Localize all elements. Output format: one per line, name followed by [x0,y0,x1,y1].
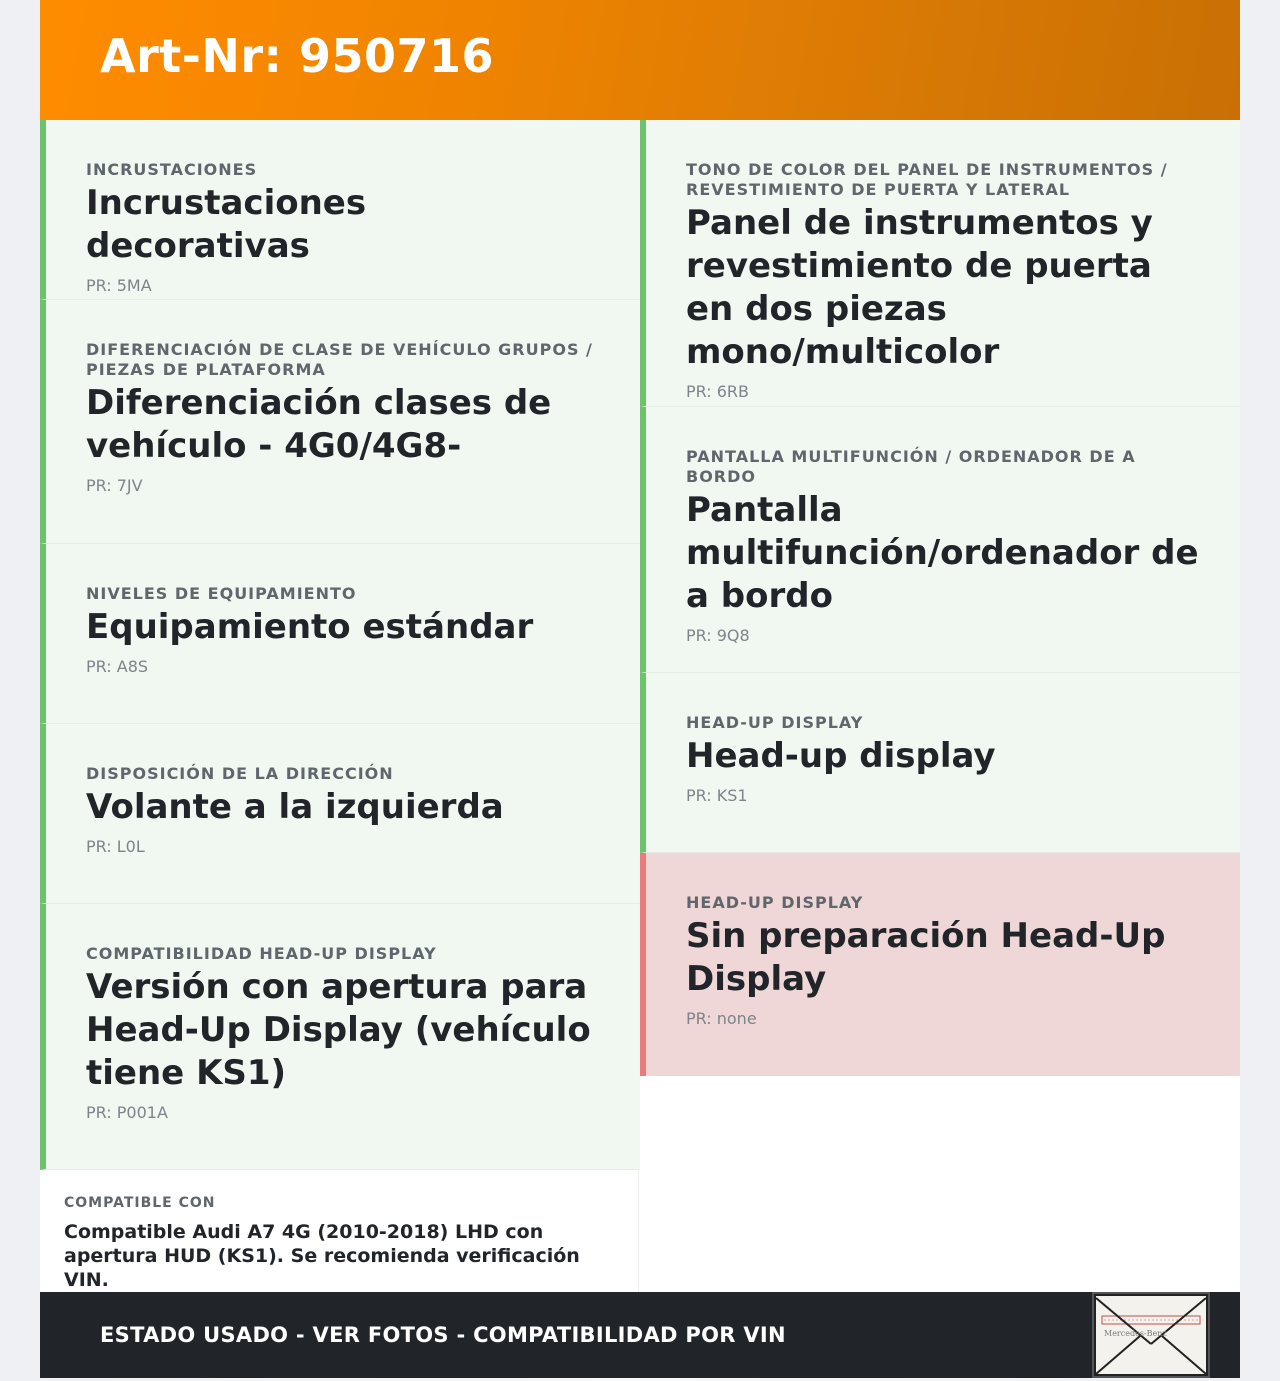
compatibility-label: COMPATIBLE CON [64,1195,216,1211]
feature-card-incompatible [640,853,1240,1076]
feature-category: INCRUSTACIONES [86,160,258,179]
article-number-title: Art-Nr: 950716 [100,29,495,83]
feature-title: Versión con apertura para Head-Up Display (vehículo tiene KS1) [86,967,591,1093]
feature-title: Sin preparación Head-Up Display [686,916,1166,999]
envelope-stamp-image [1092,1292,1210,1378]
feature-title: Head-up display [686,736,996,776]
feature-pr-code: PR: none [686,1009,757,1028]
feature-category: TONO DE COLOR DEL PANEL DE INSTRUMENTOS / REVESTIMIENTO DE PUERTA Y LATERAL [686,160,1168,199]
feature-card [640,407,1240,673]
compatibility-text: Compatible Audi A7 4G (2010-2018) LHD con apertura HUD (KS1). Se recomienda verificación VIN. [64,1221,580,1291]
feature-card [40,300,640,544]
product-sheet [40,0,1240,1378]
feature-title: Incrustaciones decorativas [86,183,367,266]
feature-category: COMPATIBILIDAD HEAD-UP DISPLAY [86,944,437,963]
feature-pr-code: PR: 6RB [686,382,750,401]
feature-category: DISPOSICIÓN DE LA DIRECCIÓN [86,764,394,783]
feature-pr-code: PR: 5MA [86,276,152,295]
svg-text:Mercedes-Benz: Mercedes-Benz [1104,1329,1167,1338]
feature-category: HEAD-UP DISPLAY [686,713,864,732]
feature-pr-code: PR: A8S [86,657,149,676]
left-column [40,120,640,1170]
feature-category: DIFERENCIACIÓN DE CLASE DE VEHÍCULO GRUPOS / PIEZAS DE PLATAFORMA [86,340,593,379]
feature-card [640,673,1240,853]
feature-category: PANTALLA MULTIFUNCIÓN / ORDENADOR DE A BORDO [686,447,1136,486]
feature-title: Equipamiento estándar [86,607,534,647]
feature-card [40,724,640,904]
feature-card [40,904,640,1170]
feature-title: Panel de instrumentos y revestimiento de puerta en dos piezas mono/multicolor [686,203,1153,372]
feature-pr-code: PR: KS1 [686,786,748,805]
envelope-icon [1094,1294,1208,1376]
feature-title: Pantalla multifunción/ordenador de a bordo [686,490,1199,616]
feature-card [40,544,640,724]
right-column [640,120,1240,1076]
header-bar [40,0,1240,120]
feature-pr-code: PR: L0L [86,837,145,856]
feature-card [640,120,1240,407]
footer-status-text: ESTADO USADO - VER FOTOS - COMPATIBILIDAD POR VIN [100,1323,786,1347]
feature-title: Diferenciación clases de vehículo - 4G0/4G8- [86,383,552,466]
feature-category: NIVELES DE EQUIPAMIENTO [86,584,357,603]
feature-pr-code: PR: P001A [86,1103,168,1122]
compatibility-section [40,1170,639,1292]
feature-card [40,120,640,300]
feature-title: Volante a la izquierda [86,787,504,827]
feature-category: HEAD-UP DISPLAY [686,893,864,912]
footer-bar [40,1292,1240,1378]
feature-pr-code: PR: 9Q8 [686,626,750,645]
feature-pr-code: PR: 7JV [86,476,143,495]
